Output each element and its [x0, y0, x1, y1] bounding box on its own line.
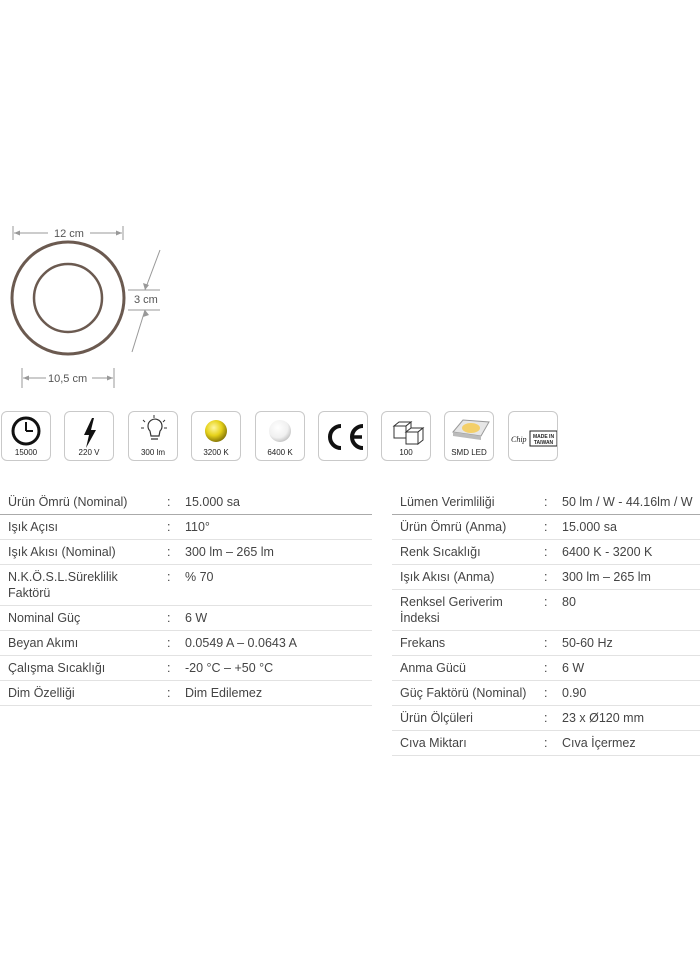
spec-value: 15.000 sa	[554, 515, 700, 540]
spec-row	[0, 656, 372, 681]
spec-separator: :	[534, 515, 554, 540]
spec-key: Beyan Akımı	[0, 631, 157, 656]
spec-separator: :	[157, 565, 177, 606]
spec-value: Dim Edilemez	[177, 681, 372, 706]
spec-row	[392, 706, 700, 731]
ce-mark-icon	[319, 412, 368, 461]
spec-separator: :	[157, 540, 177, 565]
taiwan-text: TAIWAN	[533, 440, 554, 446]
spec-value: Cıva İçermez	[554, 731, 700, 756]
spec-key: Renksel Geriverim İndeksi	[392, 590, 534, 631]
spec-value: % 70	[177, 565, 372, 606]
ce-badge	[318, 411, 368, 461]
spec-key: Güç Faktörü (Nominal)	[392, 681, 534, 706]
spec-value: 15.000 sa	[177, 490, 372, 515]
chip-origin-badge	[508, 411, 558, 461]
spec-separator: :	[534, 731, 554, 756]
spec-separator: :	[534, 656, 554, 681]
outer-ring	[12, 242, 124, 354]
spec-row	[0, 490, 372, 515]
cool-light-label: 6400 K	[267, 448, 293, 457]
spec-value: 6 W	[177, 606, 372, 631]
right-spec-table	[392, 490, 700, 756]
lumen-label: 300 lm	[140, 448, 165, 457]
spec-value: 300 lm – 265 lm	[554, 565, 700, 590]
spec-row	[392, 490, 700, 515]
left-spec-table	[0, 490, 372, 706]
spec-key: Çalışma Sıcaklığı	[0, 656, 157, 681]
lumen-badge	[128, 411, 178, 461]
spec-value: 0.90	[554, 681, 700, 706]
chip-made-in-taiwan-icon	[509, 412, 558, 461]
spec-key: Işık Açısı	[0, 515, 157, 540]
spec-separator: :	[157, 631, 177, 656]
spec-key: Nominal Güç	[0, 606, 157, 631]
spec-separator: :	[157, 606, 177, 631]
spec-row	[392, 631, 700, 656]
spec-separator: :	[534, 540, 554, 565]
spec-value: 110°	[177, 515, 372, 540]
spec-separator: :	[534, 565, 554, 590]
spec-row	[392, 590, 700, 631]
spec-value: 6 W	[554, 656, 700, 681]
spec-separator: :	[534, 681, 554, 706]
spec-row	[392, 656, 700, 681]
spec-value: 6400 K - 3200 K	[554, 540, 700, 565]
spec-key: Anma Gücü	[392, 656, 534, 681]
outer-diameter-label: 12 cm	[54, 228, 84, 240]
package-badge	[381, 411, 431, 461]
spec-row	[0, 540, 372, 565]
spec-row	[392, 681, 700, 706]
spec-row	[392, 731, 700, 756]
warm-light-badge	[191, 411, 241, 461]
spec-row	[0, 565, 372, 606]
spec-key: Ürün Ölçüleri	[392, 706, 534, 731]
cool-light-badge	[255, 411, 305, 461]
spec-key: Lümen Verimliliği	[392, 490, 534, 515]
voltage-label: 220 V	[78, 448, 100, 457]
spec-separator: :	[157, 515, 177, 540]
spec-key: Cıva Miktarı	[392, 731, 534, 756]
depth-label: 3 cm	[134, 294, 158, 306]
inner-ring	[34, 264, 102, 332]
spec-value: 0.0549 A – 0.0643 A	[177, 631, 372, 656]
spec-row	[392, 540, 700, 565]
spec-value: 300 lm – 265 lm	[177, 540, 372, 565]
spec-separator: :	[157, 656, 177, 681]
spec-row	[0, 515, 372, 540]
spec-row	[0, 606, 372, 631]
spec-separator: :	[534, 631, 554, 656]
spec-value: 80	[554, 590, 700, 631]
package-label: 100	[399, 448, 413, 457]
feature-icon-row	[0, 411, 700, 465]
made-in-text: MADE IN	[532, 434, 555, 440]
spec-key: Renk Sıcaklığı	[392, 540, 534, 565]
spec-key: Işık Akısı (Anma)	[392, 565, 534, 590]
spec-key: Dim Özelliği	[0, 681, 157, 706]
spec-row	[0, 631, 372, 656]
smd-led-badge	[444, 411, 494, 461]
smd-led-label: SMD LED	[451, 448, 487, 457]
spec-separator: :	[534, 706, 554, 731]
spec-value: 50-60 Hz	[554, 631, 700, 656]
spec-key: N.K.Ö.S.L.Süreklilik Faktörü	[0, 565, 157, 606]
spec-separator: :	[157, 681, 177, 706]
chip-text: Chip	[511, 435, 527, 444]
dimension-diagram	[0, 215, 175, 395]
spec-row	[0, 681, 372, 706]
spec-key: Ürün Ömrü (Nominal)	[0, 490, 157, 515]
lifetime-label: 15000	[14, 448, 38, 457]
spec-key: Ürün Ömrü (Anma)	[392, 515, 534, 540]
spec-value: -20 °C – +50 °C	[177, 656, 372, 681]
inner-diameter-label: 10,5 cm	[48, 373, 88, 385]
spec-row	[392, 565, 700, 590]
lifetime-badge	[1, 411, 51, 461]
spec-separator: :	[157, 490, 177, 515]
spec-key: Frekans	[392, 631, 534, 656]
voltage-badge	[64, 411, 114, 461]
spec-key: Işık Akısı (Nominal)	[0, 540, 157, 565]
spec-value: 23 x Ø120 mm	[554, 706, 700, 731]
spec-separator: :	[534, 490, 554, 515]
spec-separator: :	[534, 590, 554, 631]
warm-light-label: 3200 K	[203, 448, 229, 457]
spec-row	[392, 515, 700, 540]
spec-value: 50 lm / W - 44.16lm / W	[554, 490, 700, 515]
